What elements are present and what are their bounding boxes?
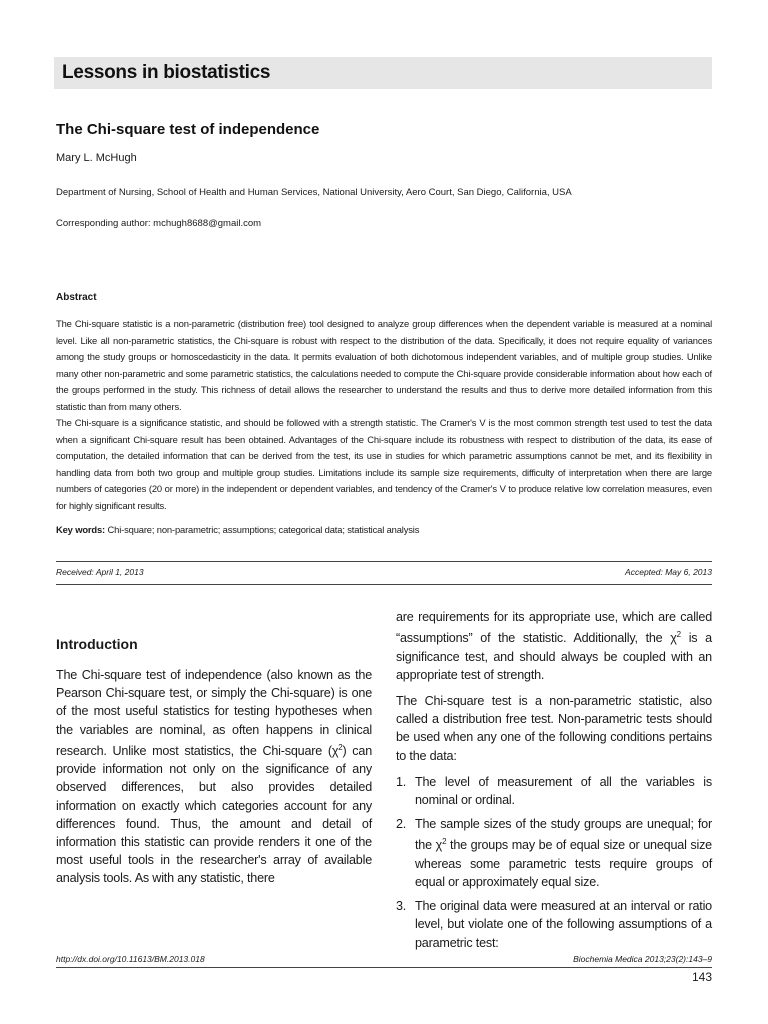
page-number: 143 bbox=[691, 970, 712, 984]
introduction-heading: Introduction bbox=[56, 636, 138, 652]
author-name: Mary L. McHugh bbox=[56, 152, 137, 164]
intro-paragraph: The Chi-square test of independence (also known as the Pearson Chi-square test, or simply the Chi-square) is one of the most useful statistics for testing hypotheses when the variables are nominal, as often happens in clinical research. Unlike most statistics, the Chi-square $(\chi^2)$ can provide information not only on the significance of any observed differences, but also provides detailed information on exactly which categories account for any differences found. Thus, the amount and detail of information this statistic can provide renders it one of the most useful tools in the researcher's array of available analysis tools. As with any statistic, there bbox=[56, 668, 372, 886]
abstract-body bbox=[56, 316, 712, 514]
article-title: The Chi-square test of independence bbox=[56, 121, 320, 138]
doi-link[interactable]: http://dx.doi.org/10.11613/BM.2013.018 bbox=[56, 954, 205, 964]
list-item: 3. The original data were measured at an interval or ratio level, but violate one of the following assumptions of a parametric test: bbox=[396, 899, 712, 950]
left-column bbox=[56, 666, 372, 896]
divider-top bbox=[56, 561, 712, 562]
list-item: 2. The sample sizes of the study groups are unequal; for the $\chi^2$ the groups may be of equal size or unequal size whereas some parametric tests require groups of equal or approximately equal size. bbox=[396, 817, 712, 890]
conditions-list bbox=[396, 773, 712, 952]
journal-citation: Biochemia Medica 2013;23(2):143–9 bbox=[573, 954, 712, 964]
corresponding-author: Corresponding author: mchugh8688@gmail.com bbox=[56, 218, 262, 229]
list-item: 1. The level of measurement of all the variables is nominal or ordinal. bbox=[396, 774, 712, 808]
right-column bbox=[396, 608, 712, 958]
abstract-paragraph-1: The Chi-square statistic is a non-parametric (distribution free) tool designed to analyze group differences when the dependent variable is measured at a nominal level. Like all non-parametric statistics, the Chi-square is robust with respect to the distribution of the data. Specifically, it does not require equality of variances among the study groups or homoscedasticity in the data. It permits evaluation of both dichotomous independent variables, and of multiple group studies. Unlike many other non-parametric and some parametric statistics, the calculations needed to compute the Chi-square provide considerable information about how each of the groups performed in the study. This richness of detail allows the researcher to understand the results and thus to derive more detailed information from this statistic than from many others. bbox=[56, 318, 712, 412]
right-paragraph-2: The Chi-square test is a non-parametric statistic, also called a distribution free test. Non-parametric tests should be used when any one of the following conditions pertains to the data: bbox=[396, 694, 712, 763]
affiliation: Department of Nursing, School of Health and Human Services, National University, Aero Court, San Diego, California, USA bbox=[56, 187, 572, 198]
accepted-date: Accepted: May 6, 2013 bbox=[625, 567, 712, 577]
abstract-heading: Abstract bbox=[56, 292, 97, 303]
keywords-list: Chi-square; non-parametric; assumptions; categorical data; statistical analysis bbox=[107, 524, 420, 535]
divider-dates bbox=[56, 584, 712, 585]
received-date: Received: April 1, 2013 bbox=[56, 567, 144, 577]
section-title: Lessons in biostatistics bbox=[62, 62, 271, 83]
abstract-paragraph-2: The Chi-square is a significance statistic, and should be followed with a strength statistic. The Cramer's V is the most common strength test used to test the data when a significant Chi-square result has been obtained. Advantages of the Chi-square include its robustness with respect to distribution of the data, its ease of computation, the detailed information that can be derived from the test, its use in studies for which parametric assumptions cannot be met, and its flexibility in handling data from both two group and multiple group studies. Limitations include its sample size requirements, difficulty of interpretation when there are large numbers of categories (20 or more) in the independent or dependent variables, and tendency of the Cramer's V to produce relative low correlation measures, even for highly significant results. bbox=[56, 417, 712, 511]
divider-footer bbox=[56, 967, 712, 968]
keywords-label: Key words: bbox=[56, 524, 106, 535]
right-paragraph-1: are requirements for its appropriate use, which are called “assumptions” of the statistic. Additionally, the $\chi^2$ is a significance test, and should always be coupled with an appropriate test of strength. bbox=[396, 610, 712, 682]
keywords bbox=[56, 524, 712, 535]
article-dates bbox=[56, 567, 712, 577]
